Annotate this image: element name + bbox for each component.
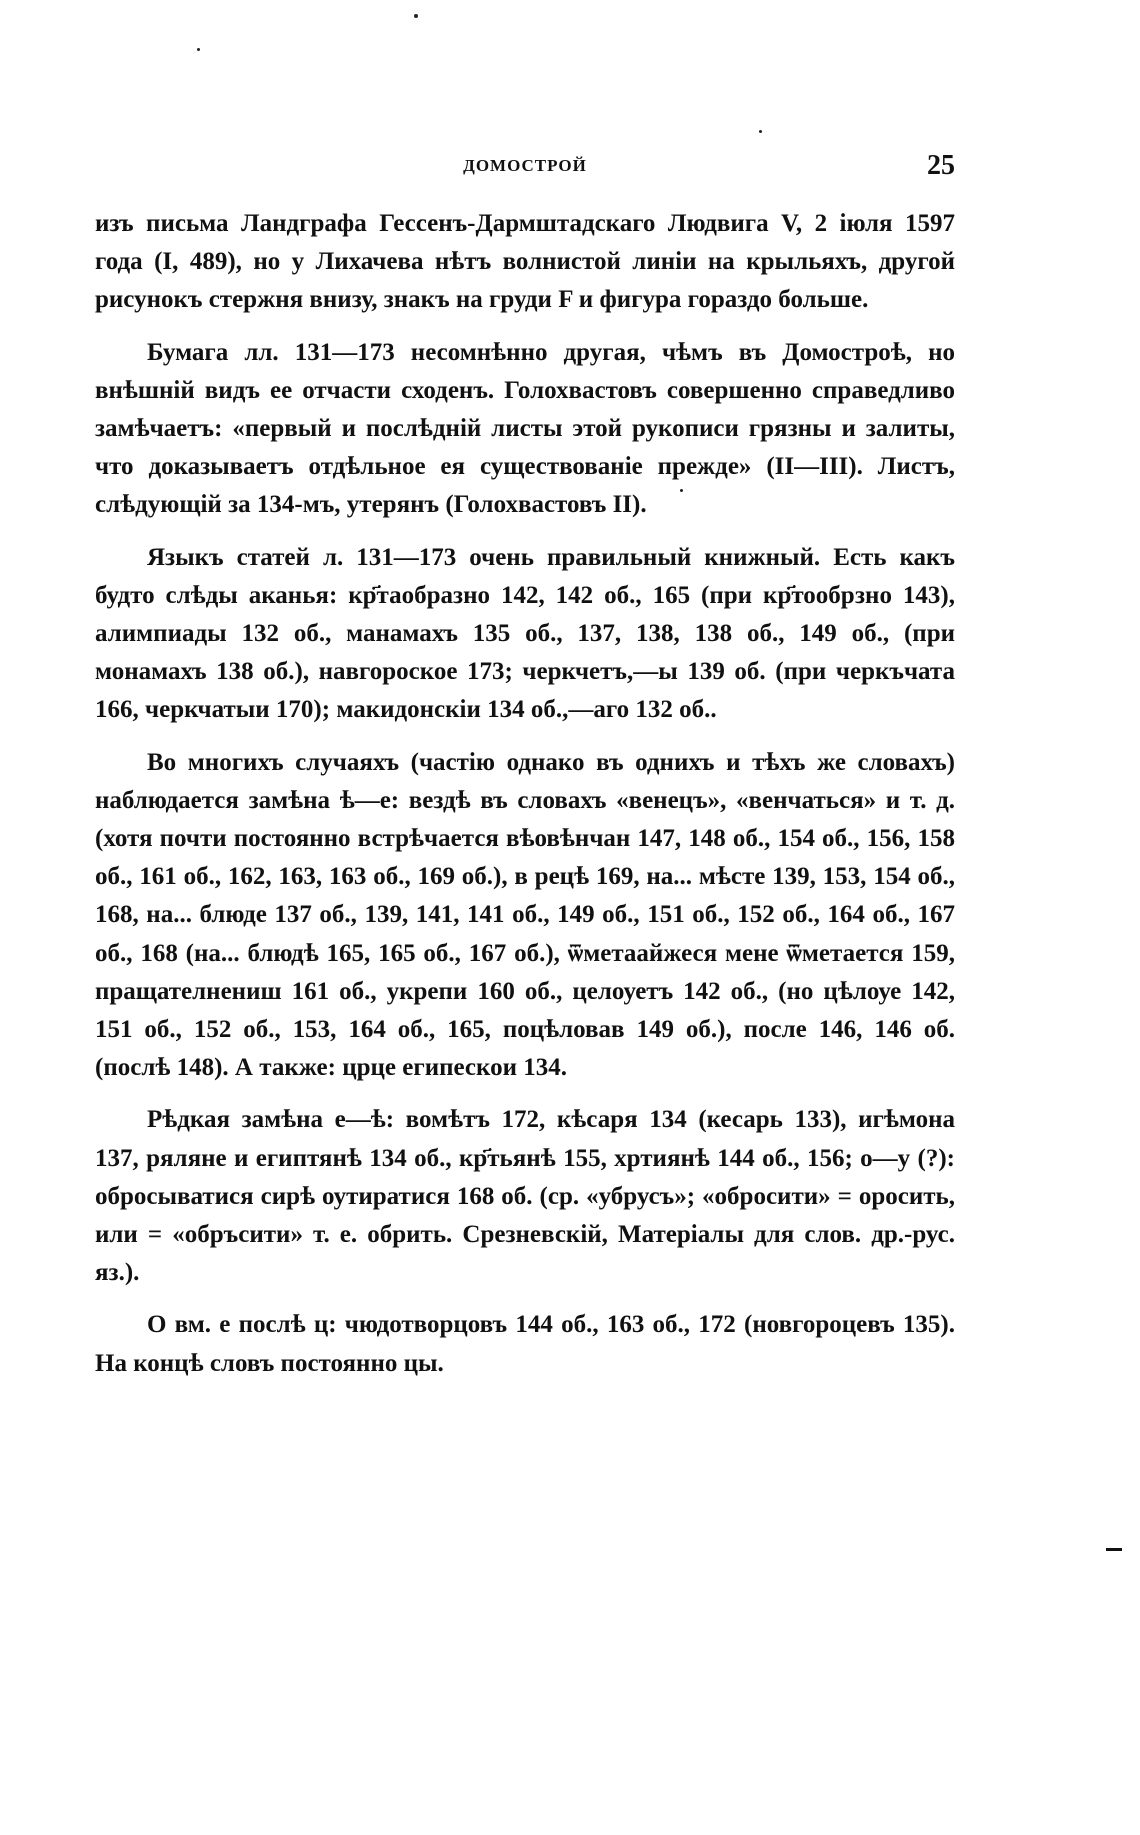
scan-speck [414, 14, 418, 18]
margin-mark [1106, 1548, 1122, 1551]
paragraph: Бумага лл. 131—173 несомнѣнно другая, чѣмъ въ Домостроѣ, но внѣшній видъ ее отчасти сходенъ. Голохвастовъ совершенно справедливо замѣчаетъ: «первый и послѣдній листы этой рукописи грязны и залиты, что доказываетъ отдѣльное ея существованіе прежде» (II—III). Листъ, слѣдующій за 134-мъ, утерянъ (Голохвастовъ II). [95, 338, 955, 519]
paragraph: Во многихъ случаяхъ (частію однако въ однихъ и тѣхъ же словахъ) наблюдается замѣна ѣ—е: вездѣ въ словахъ «венецъ», «венчаться» и т. д. (хотя почти постоянно встрѣчается вѣовѣнчан 147, 148 об., 154 об., 156, 158 об., 161 об., 162, 163, 163 об., 169 об.), в рецѣ 169, на... мѣсте 139, 153, 154 об., 168, на... блюде 137 об., 139, 141, 141 об., 149 об., 151 об., 152 об., 164 об., 167 об., 168 (на... блюдѣ 165, 165 об., 167 об.), ѿметаайжеся мене ѿметается 159, пращателнениш 161 об., укрепи 160 об., целоуетъ 142 об., (но цѣлоуе 142, 151 об., 152 об., 153, 164 об., 165, поцѣловав 149 об.), после 146, 146 об. (послѣ 148). А также: црце египескои 134. [95, 748, 955, 1082]
scan-speck [759, 130, 762, 133]
page-number: 25 [927, 150, 955, 181]
page-header [95, 150, 955, 190]
paragraph: изъ письма Ландграфа Гессенъ-Дармштадскаго Людвига V, 2 іюля 1597 года (I, 489), но у Лихачева нѣтъ волнистой линіи на крыльяхъ, другой рисунокъ стержня внизу, знакъ на груди F и фигура гораздо больше. [95, 210, 955, 314]
running-title: ДОМОСТРОЙ [463, 156, 587, 175]
paragraph: О вм. е послѣ ц: чюдотворцовъ 144 об., 163 об., 172 (новгороцевъ 135). На концѣ словъ постоянно цы. [95, 1311, 955, 1377]
paragraph: Языкъ статей л. 131—173 очень правильный книжный. Есть какъ будто слѣды аканья: кр҃таобразно 142, 142 об., 165 (при кр҃тообрзно 143), алимпиады 132 об., манамахъ 135 об., 137, 138, 138 об., 149 об., (при монамахъ 138 об.), навгороское 173; черкчетъ,—ы 139 об. (при черкъчата 166, черкчатыи 170); макидонскіи 134 об.,—аго 132 об.. [95, 543, 955, 724]
body-text [95, 205, 955, 1397]
scan-speck [197, 48, 200, 51]
paragraph: Рѣдкая замѣна е—ѣ: вомѣтъ 172, кѣсаря 134 (кесарь 133), игѣмона 137, ряляне и египтянѣ 134 об., кр҃тьянѣ 155, хртиянѣ 144 об., 156; о—у (?): обросыватися сирѣ оутиратися 168 об. (ср. «убрусъ»; «обросити» = оросить, или = «обръсити» т. е. обрить. Срезневскій, Матеріалы для слов. др.-рус. яз.). [95, 1106, 955, 1287]
